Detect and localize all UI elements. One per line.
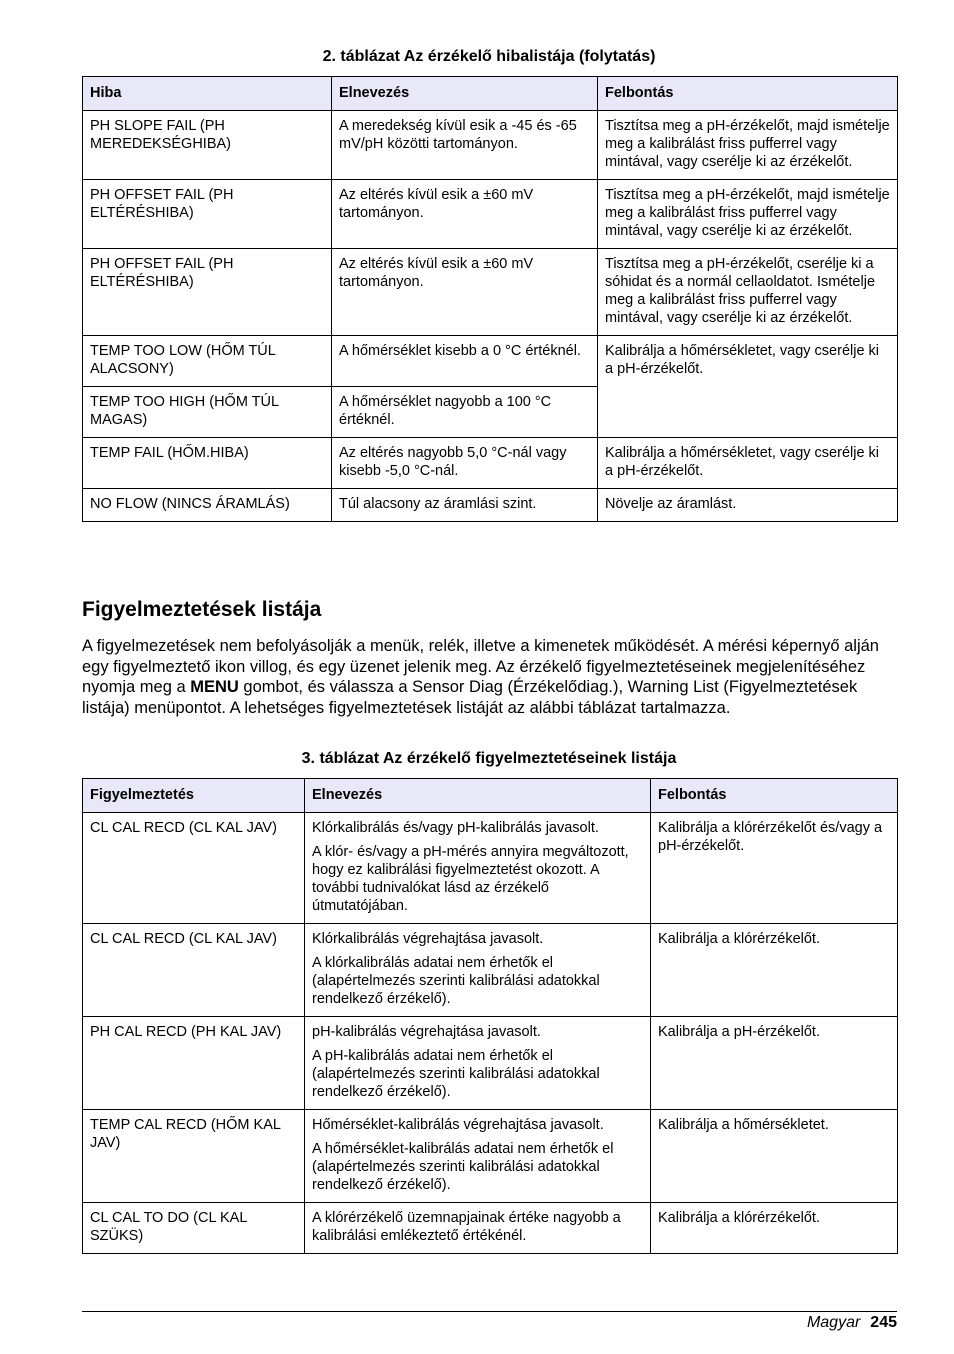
name-cell: Az eltérés nagyobb 5,0 °C-nál vagy kisebb -5,0 °C-nál. (332, 438, 598, 489)
resolution-cell: Kalibrálja a hőmérsékletet. (651, 1110, 898, 1203)
error-cell: PH OFFSET FAIL (PH ELTÉRÉSHIBA) (83, 249, 332, 336)
footer-language: Magyar (806, 1314, 861, 1331)
name-detail: A klórkalibrálás adatai nem érhetők el (alapértelmezés szerinti kalibrálási adatokkal rendelkező érzékelő). (312, 955, 600, 1007)
page-footer (807, 1313, 897, 1333)
column-header-name: Elnevezés (305, 779, 651, 813)
error-cell: PH SLOPE FAIL (PH MEREDEKSÉGHIBA) (83, 111, 332, 180)
table-row (83, 1203, 898, 1254)
resolution-cell: Kalibrálja a klórérzékelőt. (651, 924, 898, 1017)
name-cell: Az eltérés kívül esik a ±60 mV tartományon. (332, 249, 598, 336)
name-cell: Túl alacsony az áramlási szint. (332, 489, 598, 522)
intro-text-2: gombot, és válassza a Sensor Diag (Érzékelődiag.), Warning List (Figyelmeztetések listája) menüpontot. A lehetséges figyelmeztetések listáját az alábbi táblázat tartalmazza. (82, 678, 858, 717)
column-header-error: Hiba (83, 77, 332, 111)
resolution-cell: Kalibrálja a hőmérsékletet, vagy cserélje ki a pH-érzékelőt. (598, 336, 898, 438)
error-cell: PH OFFSET FAIL (PH ELTÉRÉSHIBA) (83, 180, 332, 249)
warning-cell: TEMP CAL RECD (HŐM KAL JAV) (83, 1110, 305, 1203)
table-row (83, 336, 898, 387)
intro-text-1: A figyelmezetések nem befolyásolják a menük, relék, illetve a kimenetek működését. A mérési képernyő alján egy figyelmeztető ikon villog, és egy üzenet jelenik meg. Az érzékelő figyelmeztetéseinek megjelenítéséhez nyomja meg a (82, 637, 879, 696)
name-detail: A hőmérséklet-kalibrálás adatai nem érhetők el (alapértelmezés szerinti kalibrálási adatokkal rendelkező érzékelő). (312, 1141, 614, 1193)
name-cell (305, 1017, 651, 1110)
error-cell: TEMP TOO LOW (HŐM TÚL ALACSONY) (83, 336, 332, 387)
table-header-row (83, 77, 898, 111)
table-row (83, 180, 898, 249)
error-cell: NO FLOW (NINCS ÁRAMLÁS) (83, 489, 332, 522)
error-table (82, 76, 898, 522)
intro-paragraph (82, 636, 896, 718)
resolution-cell: Növelje az áramlást. (598, 489, 898, 522)
name-detail: A pH-kalibrálás adatai nem érhetők el (alapértelmezés szerinti kalibrálási adatokkal rendelkező érzékelő). (312, 1048, 600, 1100)
table-row (83, 111, 898, 180)
resolution-cell: Kalibrálja a klórérzékelőt. (651, 1203, 898, 1254)
menu-keyword: MENU (190, 678, 239, 696)
table-row (83, 1017, 898, 1110)
table-header-row (83, 779, 898, 813)
error-cell: TEMP FAIL (HŐM.HIBA) (83, 438, 332, 489)
error-cell: TEMP TOO HIGH (HŐM TÚL MAGAS) (83, 387, 332, 438)
warning-cell: CL CAL RECD (CL KAL JAV) (83, 924, 305, 1017)
table-row (83, 438, 898, 489)
name-cell (305, 924, 651, 1017)
column-header-warning: Figyelmeztetés (83, 779, 305, 813)
warning-cell: CL CAL TO DO (CL KAL SZÜKS) (83, 1203, 305, 1254)
column-header-resolution: Felbontás (598, 77, 898, 111)
warning-cell: PH CAL RECD (PH KAL JAV) (83, 1017, 305, 1110)
table-row (83, 249, 898, 336)
warning-table (82, 778, 898, 1254)
column-header-resolution: Felbontás (651, 779, 898, 813)
section-title: Figyelmeztetések listája (82, 598, 322, 621)
name-detail: A klór- és/vagy a pH-mérés annyira megváltozott, hogy ez kalibrálási figyelmeztetést okozott. A további tudnivalókat lásd az érzékelő útmutatójában. (312, 844, 629, 914)
name-cell (305, 813, 651, 924)
resolution-cell: Kalibrálja a hőmérsékletet, vagy cserélje ki a pH-érzékelőt. (598, 438, 898, 489)
resolution-cell: Tisztítsa meg a pH-érzékelőt, majd ismételje meg a kalibrálást friss pufferrel vagy mintával, vagy cserélje ki az érzékelőt. (598, 111, 898, 180)
resolution-cell: Kalibrálja a pH-érzékelőt. (651, 1017, 898, 1110)
table-row (83, 813, 898, 924)
name-cell: A hőmérséklet nagyobb a 100 °C értéknél. (332, 387, 598, 438)
name-cell: A klórérzékelő üzemnapjainak értéke nagyobb a kalibrálási emlékeztető értékénél. (305, 1203, 651, 1254)
table3-caption: 3. táblázat Az érzékelő figyelmeztetéseinek listája (301, 750, 677, 767)
table-row (83, 489, 898, 522)
table-row (83, 1110, 898, 1203)
resolution-cell: Tisztítsa meg a pH-érzékelőt, cserélje ki a sóhidat és a normál cellaoldatot. Ismételje meg a kalibrálást friss pufferrel vagy mintával, vagy cserélje ki az érzékelőt. (598, 249, 898, 336)
name-cell (305, 1110, 651, 1203)
name-cell: A hőmérséklet kisebb a 0 °C értéknél. (332, 336, 598, 387)
footer-divider (82, 1311, 897, 1312)
column-header-name: Elnevezés (332, 77, 598, 111)
name-summary: pH-kalibrálás végrehajtása javasolt. (312, 1024, 541, 1040)
name-summary: Klórkalibrálás és/vagy pH-kalibrálás javasolt. (312, 820, 599, 836)
name-cell: Az eltérés kívül esik a ±60 mV tartományon. (332, 180, 598, 249)
table2-caption: 2. táblázat Az érzékelő hibalistája (folytatás) (322, 48, 656, 65)
resolution-cell: Tisztítsa meg a pH-érzékelőt, majd ismételje meg a kalibrálást friss pufferrel vagy mintával, vagy cserélje ki az érzékelőt. (598, 180, 898, 249)
table-row (83, 924, 898, 1017)
name-summary: Hőmérséklet-kalibrálás végrehajtása javasolt. (312, 1117, 604, 1133)
warning-cell: CL CAL RECD (CL KAL JAV) (83, 813, 305, 924)
name-cell: A meredekség kívül esik a -45 és -65 mV/pH közötti tartományon. (332, 111, 598, 180)
name-summary: Klórkalibrálás végrehajtása javasolt. (312, 931, 544, 947)
page-number: 245 (870, 1314, 897, 1331)
resolution-cell: Kalibrálja a klórérzékelőt és/vagy a pH-érzékelőt. (651, 813, 898, 924)
